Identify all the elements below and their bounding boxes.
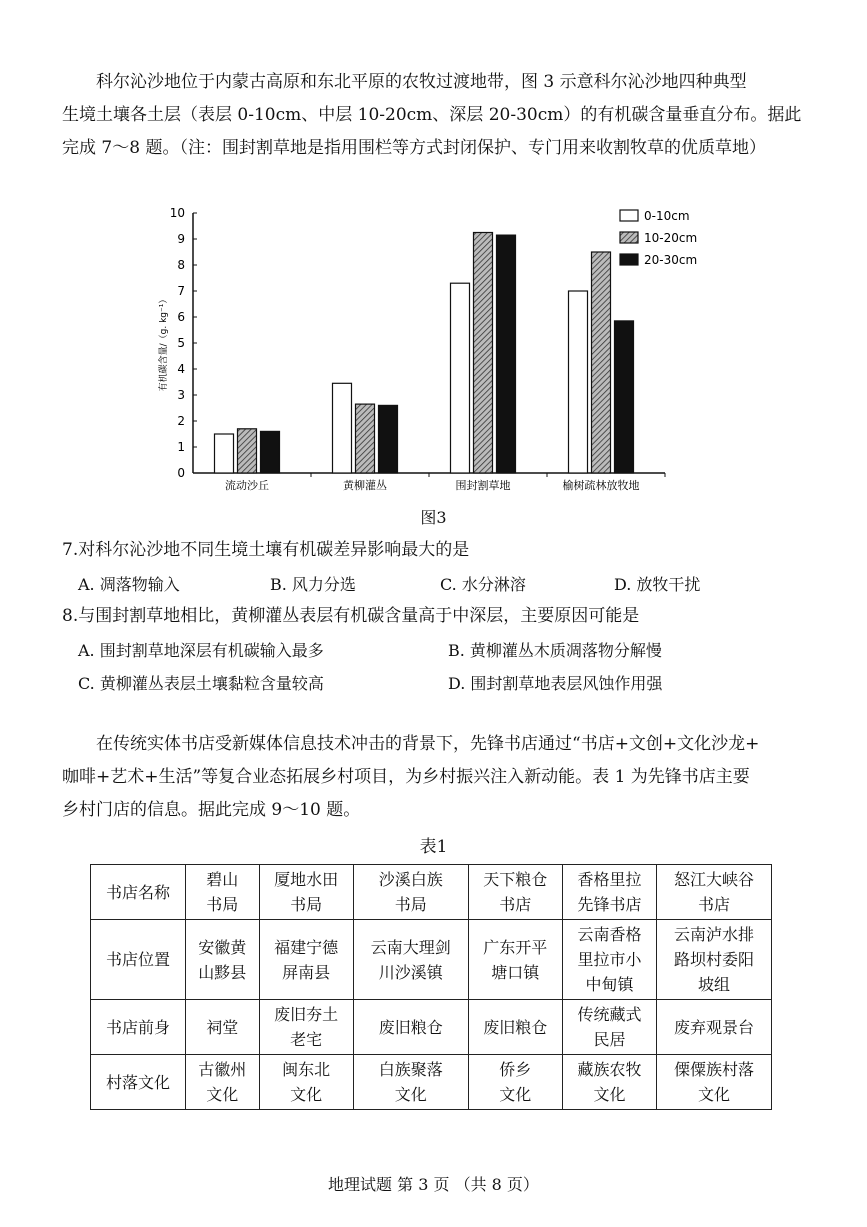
y-tick-label: 2 <box>177 414 185 428</box>
y-tick-label: 7 <box>177 284 185 298</box>
table-cell-line: 碧山 <box>206 870 239 889</box>
table-cell <box>259 1055 353 1110</box>
intro-1-line-3: 完成 7～8 题。（注：围封割草地是指用围栏等方式封闭保护、专门用来收割牧草的优质草地） <box>62 138 766 158</box>
table-row-header: 书店位置 <box>91 920 186 1000</box>
table-row-header: 书店前身 <box>91 1000 186 1055</box>
table-cell-line: 古徽州 <box>198 1060 247 1079</box>
legend-swatch <box>620 254 638 265</box>
table-cell-line: 书店 <box>499 895 532 914</box>
table-cell-line: 塘口镇 <box>491 962 540 982</box>
table-cell <box>259 920 353 1000</box>
page-footer: 地理试题 第 3 页 （共 8 页） <box>328 1175 539 1194</box>
table-cell <box>186 1055 260 1110</box>
bar <box>333 383 352 473</box>
table-cell-line: 文化 <box>290 1085 323 1104</box>
table-cell <box>259 865 353 920</box>
table-cell <box>186 865 260 920</box>
figure-caption: 图3 <box>420 508 447 527</box>
intro-1-line-2: 生境土壤各土层（表层 0-10cm、中层 10-20cm、深层 20-30cm）的有机碳含量垂直分布。据此 <box>62 105 802 125</box>
question-7-stem: 7.对科尔沁沙地不同生境土壤有机碳差异影响最大的是 <box>62 540 470 560</box>
table-cell <box>353 1000 468 1055</box>
table-cell <box>657 1055 772 1110</box>
table-cell-line: 传统藏式 <box>577 1005 642 1024</box>
table-cell-line: 书店 <box>698 895 731 914</box>
table-cell-line: 里拉市小 <box>577 950 642 969</box>
table-row <box>91 1000 772 1055</box>
table-cell-line: 福建宁德 <box>274 937 339 957</box>
table-cell-line: 废旧粮仓 <box>483 1017 548 1037</box>
table-cell <box>468 920 562 1000</box>
table-cell-line: 安徽黄 <box>198 937 247 957</box>
x-tick-label: 围封割草地 <box>455 479 511 492</box>
y-tick-label: 8 <box>177 258 185 272</box>
table-cell <box>562 920 656 1000</box>
x-tick-label: 黄柳灌丛 <box>343 479 387 492</box>
bar <box>592 252 611 473</box>
table-cell <box>562 865 656 920</box>
q7-option-d[interactable]: D. 放牧干扰 <box>614 575 701 594</box>
y-tick-label: 4 <box>177 362 185 376</box>
intro-paragraph-1 <box>62 66 807 165</box>
y-tick-label: 5 <box>177 336 185 350</box>
table-cell-line: 天下粮仓 <box>483 870 548 889</box>
legend-label: 0-10cm <box>644 209 690 223</box>
bar <box>451 283 470 473</box>
bar <box>497 235 516 473</box>
table-cell-line: 中甸镇 <box>585 975 634 994</box>
q8-option-b[interactable]: B. 黄柳灌丛木质凋落物分解慢 <box>448 641 662 660</box>
organic-carbon-chart <box>150 196 710 506</box>
bar <box>569 291 588 473</box>
legend-label: 10-20cm <box>644 231 698 245</box>
y-tick-label: 1 <box>177 440 185 454</box>
table-cell-line: 怒江大峡谷 <box>674 870 755 889</box>
table-cell-line: 文化 <box>698 1085 731 1104</box>
table-cell <box>657 865 772 920</box>
q7-option-c[interactable]: C. 水分淋溶 <box>440 575 526 594</box>
table-cell-line: 藏族农牧 <box>577 1060 642 1079</box>
chart-svg <box>150 196 710 506</box>
table-cell-line: 民居 <box>593 1030 626 1049</box>
table-row <box>91 1055 772 1110</box>
bar <box>238 429 257 473</box>
intro-2-line-1: 在传统实体书店受新媒体信息技术冲击的背景下，先锋书店通过“书店+文创+文化沙龙+ <box>96 734 760 754</box>
table-cell-line: 废旧粮仓 <box>378 1017 443 1037</box>
bar <box>356 404 375 473</box>
y-axis-label: 有机碳含量/（g. kg⁻¹） <box>159 294 169 392</box>
y-tick-label: 10 <box>169 206 185 220</box>
table-row <box>91 920 772 1000</box>
table-cell <box>468 1000 562 1055</box>
intro-1-line-1: 科尔沁沙地位于内蒙古高原和东北平原的农牧过渡地带，图 3 示意科尔沁沙地四种典型 <box>96 72 747 92</box>
q8-option-c[interactable]: C. 黄柳灌丛表层土壤黏粒含量较高 <box>78 674 324 693</box>
table-cell-line: 沙溪白族 <box>378 870 443 889</box>
table-cell-line: 祠堂 <box>206 1017 239 1037</box>
table-cell-line: 云南大理剑 <box>370 937 451 957</box>
table-cell-line: 书局 <box>394 895 427 914</box>
table-cell <box>468 1055 562 1110</box>
table-cell-line: 广东开平 <box>483 937 548 957</box>
q7-option-a[interactable]: A. 凋落物输入 <box>78 575 180 594</box>
table-row <box>91 865 772 920</box>
table-cell-line: 白族聚落 <box>378 1060 443 1079</box>
table-cell-line: 坡组 <box>698 975 731 994</box>
table-cell-line: 书局 <box>206 895 239 914</box>
bar <box>615 321 634 473</box>
bar <box>215 434 234 473</box>
table-cell-line: 先锋书店 <box>577 895 642 914</box>
table-cell-line: 川沙溪镇 <box>378 962 443 982</box>
table-cell-line: 文化 <box>593 1085 626 1104</box>
table-cell-line: 老宅 <box>290 1030 323 1049</box>
table-cell-line: 废弃观景台 <box>674 1017 755 1037</box>
legend-swatch <box>620 210 638 221</box>
table-cell-line: 路坝村委阳 <box>674 950 755 969</box>
intro-paragraph-2 <box>62 728 807 827</box>
table-cell <box>657 920 772 1000</box>
table-cell <box>353 1055 468 1110</box>
table-cell-line: 云南香格 <box>577 925 642 944</box>
table-cell-line: 废旧夯土 <box>274 1005 339 1024</box>
table-cell-line: 闽东北 <box>282 1060 331 1079</box>
table-cell-line: 云南泸水排 <box>674 925 755 944</box>
q7-option-b[interactable]: B. 风力分选 <box>270 575 356 594</box>
x-tick-label: 榆树疏林放牧地 <box>562 479 640 492</box>
question-8-stem: 8.与围封割草地相比，黄柳灌丛表层有机碳含量高于中深层，主要原因可能是 <box>62 606 640 626</box>
table-cell <box>657 1000 772 1055</box>
intro-2-line-3: 乡村门店的信息。据此完成 9～10 题。 <box>62 800 361 820</box>
table-cell-line: 侨乡 <box>499 1060 532 1079</box>
table-cell <box>353 865 468 920</box>
bar <box>474 233 493 474</box>
table-cell <box>562 1000 656 1055</box>
intro-2-line-2: 咖啡+艺术+生活”等复合业态拓展乡村项目，为乡村振兴注入新动能。表 1 为先锋书店主要 <box>62 767 750 787</box>
table-cell-line: 厦地水田 <box>274 870 339 889</box>
y-tick-label: 9 <box>177 232 185 246</box>
legend-label: 20-30cm <box>644 253 698 267</box>
q8-option-d[interactable]: D. 围封割草地表层风蚀作用强 <box>448 674 663 693</box>
bar <box>261 431 280 473</box>
y-tick-label: 0 <box>177 466 185 480</box>
table-row-header: 书店名称 <box>91 865 186 920</box>
table-cell <box>186 1000 260 1055</box>
table-cell-line: 文化 <box>394 1085 427 1104</box>
table-cell-line: 山黟县 <box>198 962 247 982</box>
q8-option-a[interactable]: A. 围封割草地深层有机碳输入最多 <box>78 641 324 660</box>
bookstore-table <box>90 864 772 1110</box>
table-cell <box>468 865 562 920</box>
table-cell <box>562 1055 656 1110</box>
table-cell-line: 傈僳族村落 <box>674 1060 755 1079</box>
table-cell <box>259 1000 353 1055</box>
legend-swatch <box>620 232 638 243</box>
table-row-header: 村落文化 <box>91 1055 186 1110</box>
y-tick-label: 3 <box>177 388 185 402</box>
table-title: 表1 <box>419 837 448 857</box>
table-cell-line: 文化 <box>206 1085 239 1104</box>
x-tick-label: 流动沙丘 <box>225 479 269 492</box>
y-tick-label: 6 <box>177 310 185 324</box>
table-cell <box>186 920 260 1000</box>
table-cell-line: 文化 <box>499 1085 532 1104</box>
bar <box>379 405 398 473</box>
table-cell-line: 屏南县 <box>282 962 331 982</box>
table-cell <box>353 920 468 1000</box>
table-cell-line: 书局 <box>290 895 323 914</box>
table-cell-line: 香格里拉 <box>577 870 642 889</box>
